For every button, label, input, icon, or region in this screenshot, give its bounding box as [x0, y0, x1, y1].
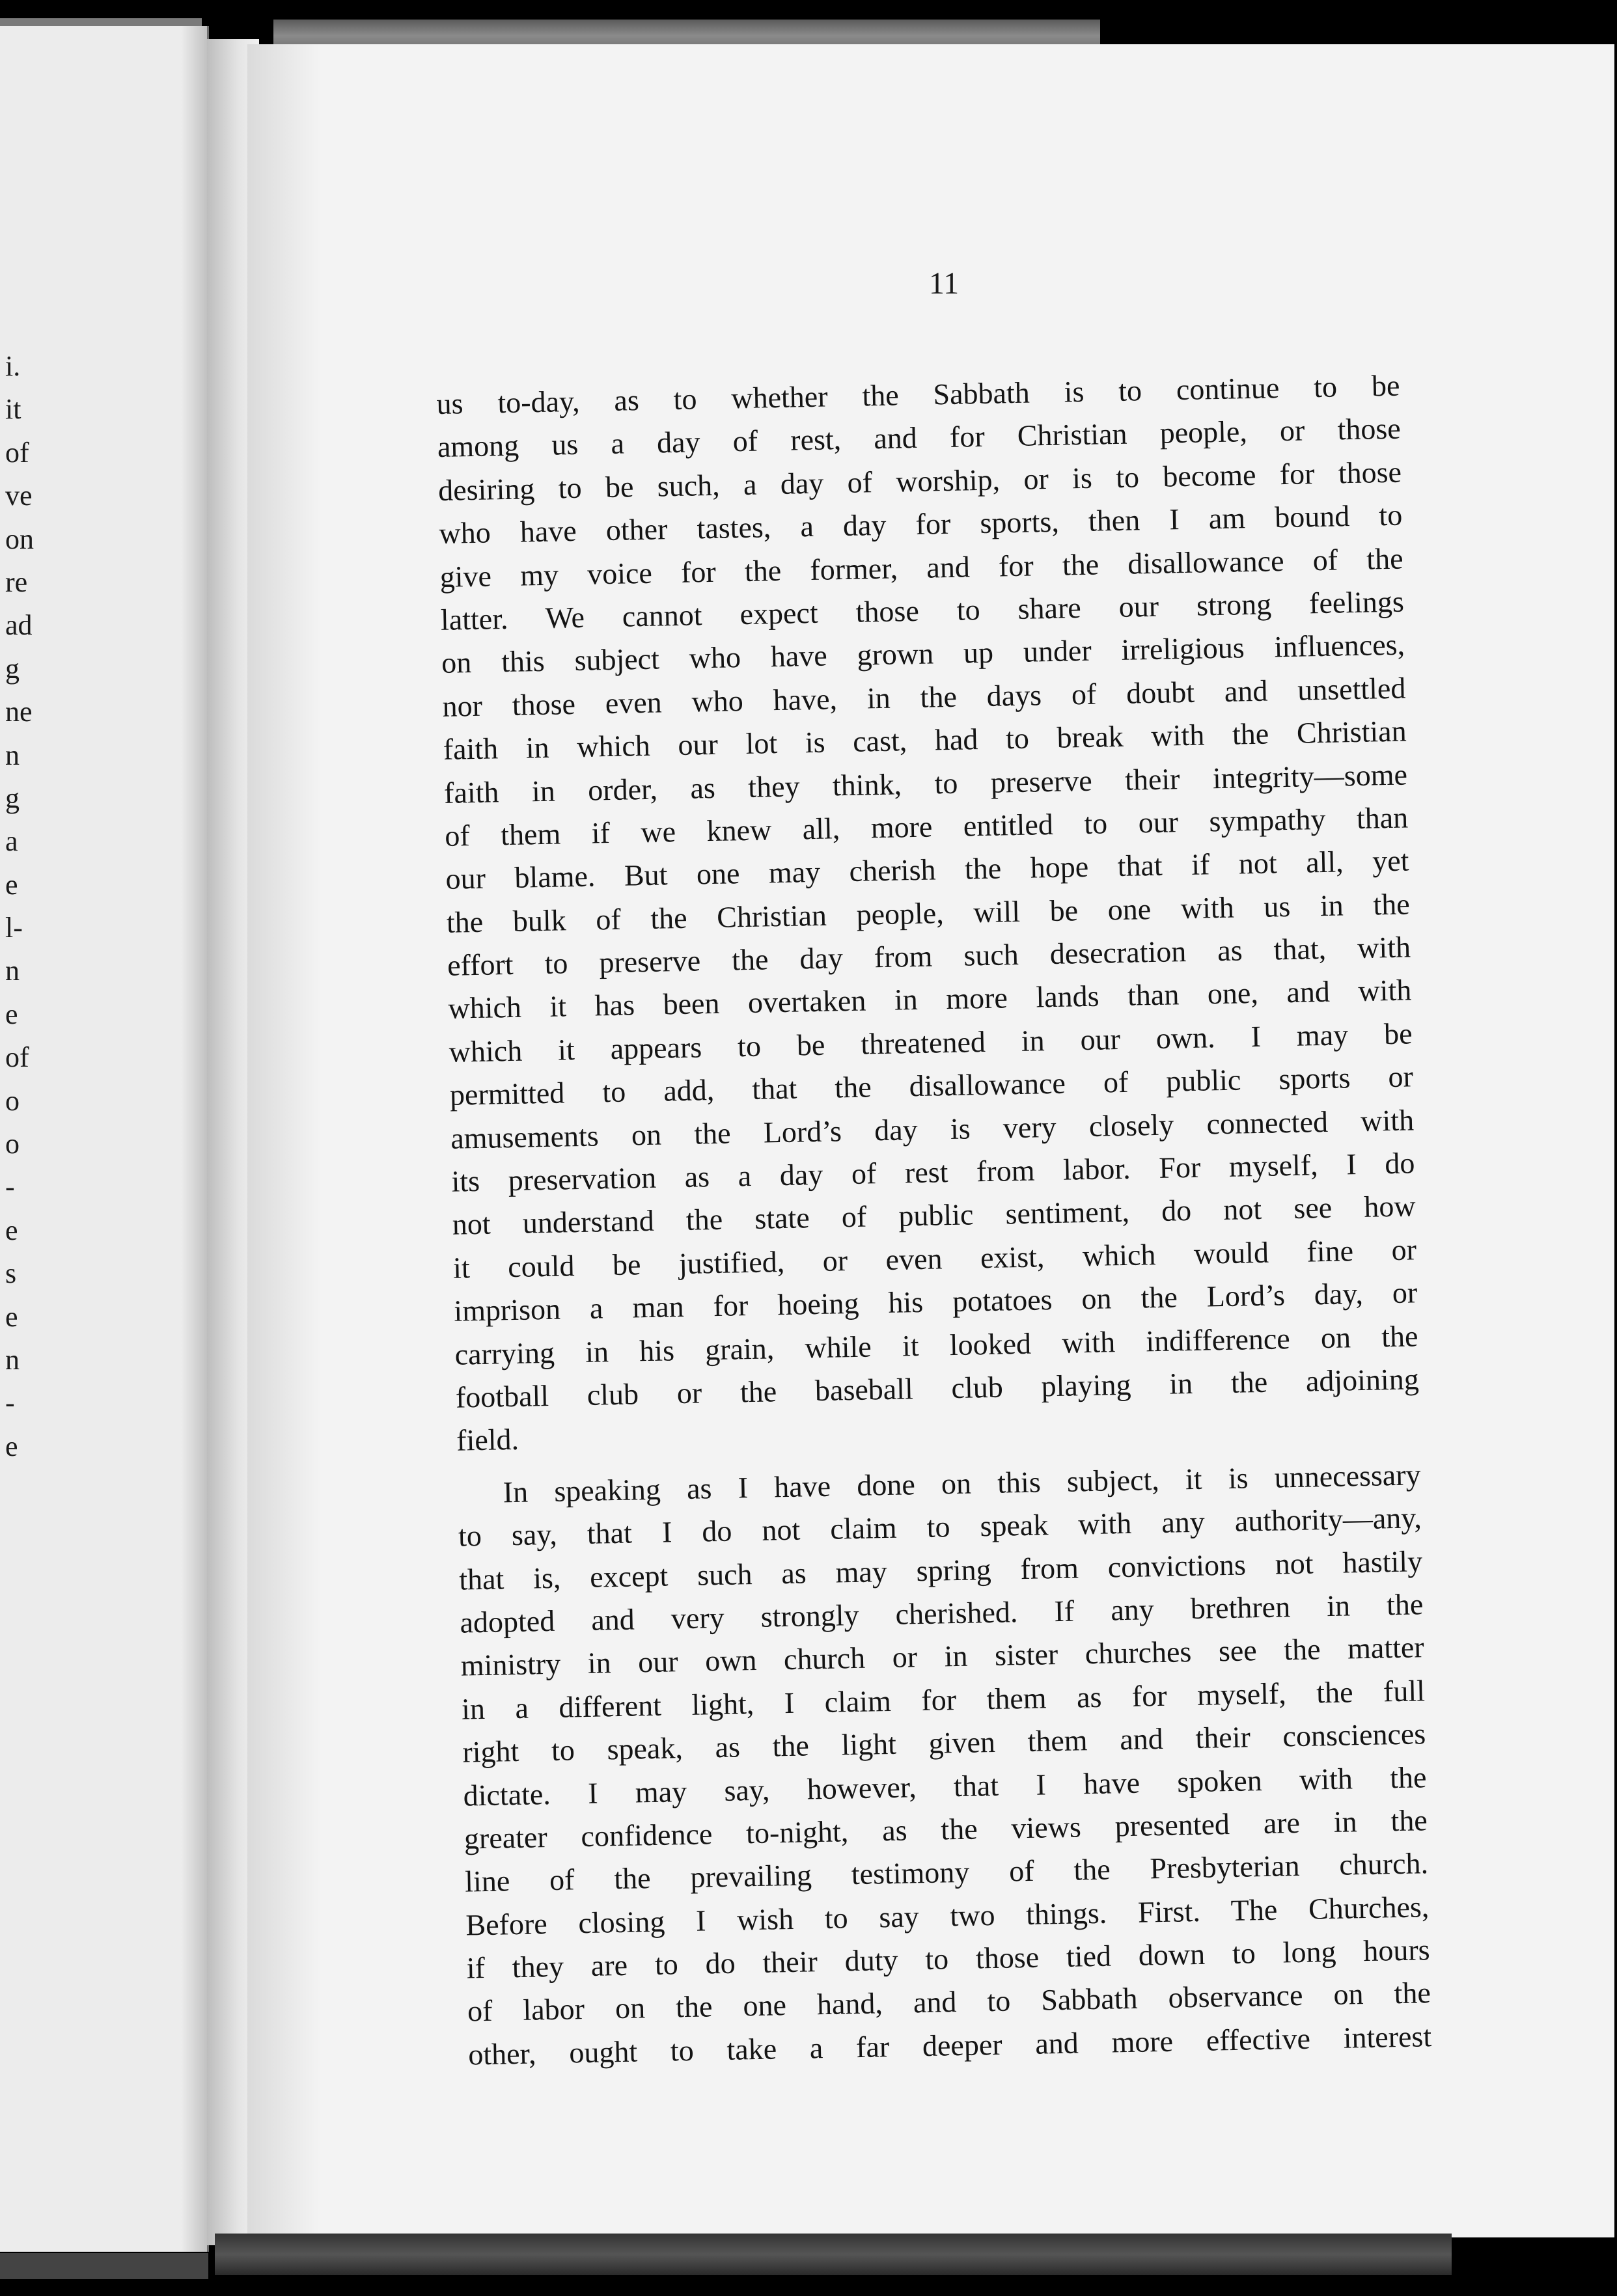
text-line: carrying in his grain, while it looked with indifference on the [454, 1319, 1418, 1371]
text-line: give my voice for the former, and for the disallowance of the [439, 541, 1403, 594]
text-line: which it appears to be threatened in our own. I may be [449, 1017, 1413, 1069]
previous-page-fragment: g [5, 652, 20, 685]
text-line: who have other tastes, a day for sports, then I am bound to [438, 498, 1403, 551]
text-line: not understand the state of public sentiment, do not see how [452, 1189, 1417, 1242]
previous-page-fragment: i. [5, 350, 21, 382]
text-line: of them if we knew all, more entitled to our sympathy than [444, 800, 1409, 853]
previous-page-fragment: ve [5, 480, 33, 512]
cover-edge-bottom [215, 2234, 1452, 2275]
previous-page-text-fragments [5, 345, 83, 1468]
text-line: amusements on the Lord’s day is very closely connected with [450, 1103, 1415, 1155]
text-line: dictate. I may say, however, that I have spoken with the [463, 1760, 1427, 1812]
previous-page-fragment: - [5, 1171, 15, 1203]
text-line: permitted to add, that the disallowance of public sports or [449, 1059, 1414, 1112]
previous-page-fragment: of [5, 436, 29, 469]
page-number: 11 [928, 266, 960, 301]
text-line: ministry in our own church or in sister churches see the matter [460, 1630, 1425, 1682]
body-text [436, 364, 1432, 2077]
previous-page-fragment: ad [5, 609, 33, 642]
cover-edge-bottom-left [0, 2253, 208, 2279]
text-line: among us a day of rest, and for Christian people, or those [437, 411, 1402, 464]
text-line: football club or the baseball club playing in the adjoining [455, 1362, 1420, 1414]
text-line: that is, except such as may spring from convictions not hastily [458, 1544, 1423, 1596]
previous-page-fragment: n [5, 955, 20, 987]
text-line: line of the prevailing testimony of the Presbyterian church. [464, 1846, 1429, 1898]
previous-page-fragment: n [5, 739, 20, 771]
text-line: right to speak, as the light given them and their consciences [462, 1717, 1426, 1769]
text-line: other, ought to take a far deeper and more effective interest [467, 2019, 1432, 2071]
text-line: faith in order, as they think, to preserve their integrity—some [443, 757, 1408, 810]
text-line: Before closing I wish to say two things. First. The Churches, [465, 1889, 1430, 1942]
text-line: in a different light, I claim for them as for myself, the full [461, 1673, 1426, 1726]
text-line: latter. We cannot expect those to share our strong feelings [440, 584, 1405, 636]
previous-page-fragment: re [5, 566, 28, 598]
previous-page-fragment: e [5, 1214, 18, 1246]
text-line: desiring to be such, a day of worship, or is to become for those [437, 455, 1402, 507]
previous-page-fragment: o [5, 1084, 20, 1117]
previous-page-fragment: of [5, 1041, 29, 1074]
previous-page-fragment: o [5, 1128, 20, 1160]
previous-page-fragment: a [5, 825, 18, 858]
previous-page-fragment: - [5, 1387, 15, 1419]
previous-page-fragment: ne [5, 696, 33, 728]
text-line: it could be justified, or even exist, which would fine or [452, 1233, 1417, 1285]
text-line: us to-day, as to whether the Sabbath is to continue to be [436, 368, 1400, 420]
text-line: field. [456, 1423, 519, 1458]
previous-page-fragment: e [5, 998, 18, 1030]
text-line: on this subject who have grown up under irreligious influences, [441, 627, 1405, 680]
text-line: the bulk of the Christian people, will be one with us in the [446, 887, 1411, 939]
text-line: imprison a man for hoeing his potatoes on the Lord’s day, or [453, 1276, 1418, 1328]
previous-page-fragment: on [5, 523, 34, 555]
previous-page-fragment: l- [5, 912, 23, 944]
previous-page-fragment: e [5, 1430, 18, 1462]
text-line: which it has been overtaken in more lands than one, and with [447, 973, 1412, 1026]
text-line: to say, that I do not claim to speak with any authority—any, [458, 1501, 1422, 1553]
paragraph [457, 1453, 1432, 2077]
text-line: effort to preserve the day from such desecration as that, with [447, 930, 1411, 982]
text-line: faith in which our lot is cast, had to break with the Christian [443, 714, 1407, 767]
text-line: of labor on the one hand, and to Sabbath observance on the [467, 1976, 1431, 2028]
text-line: if they are to do their duty to those tied down to long hours [466, 1933, 1430, 1985]
text-line: our blame. But one may cherish the hope that if not all, yet [445, 843, 1409, 896]
previous-page-fragment: g [5, 782, 20, 814]
text-line: nor those even who have, in the days of doubt and unsettled [442, 671, 1406, 723]
previous-page-fragment: s [5, 1257, 17, 1290]
page [247, 44, 1614, 2237]
previous-page-fragment: n [5, 1343, 20, 1376]
text-line: In speaking as I have done on this subject, it is unnecessary [503, 1458, 1421, 1509]
previous-page-fragment: it [5, 393, 21, 426]
text-line: greater confidence to-night, as the views presented are in the [463, 1803, 1428, 1855]
text-line: adopted and very strongly cherished. If any brethren in the [460, 1587, 1424, 1639]
previous-page-fragment: e [5, 1300, 18, 1333]
previous-page-edge [0, 26, 209, 2252]
text-line: its preservation as a day of rest from labor. For myself, I do [451, 1146, 1415, 1198]
paragraph [436, 364, 1420, 1463]
previous-page-fragment: e [5, 868, 18, 901]
